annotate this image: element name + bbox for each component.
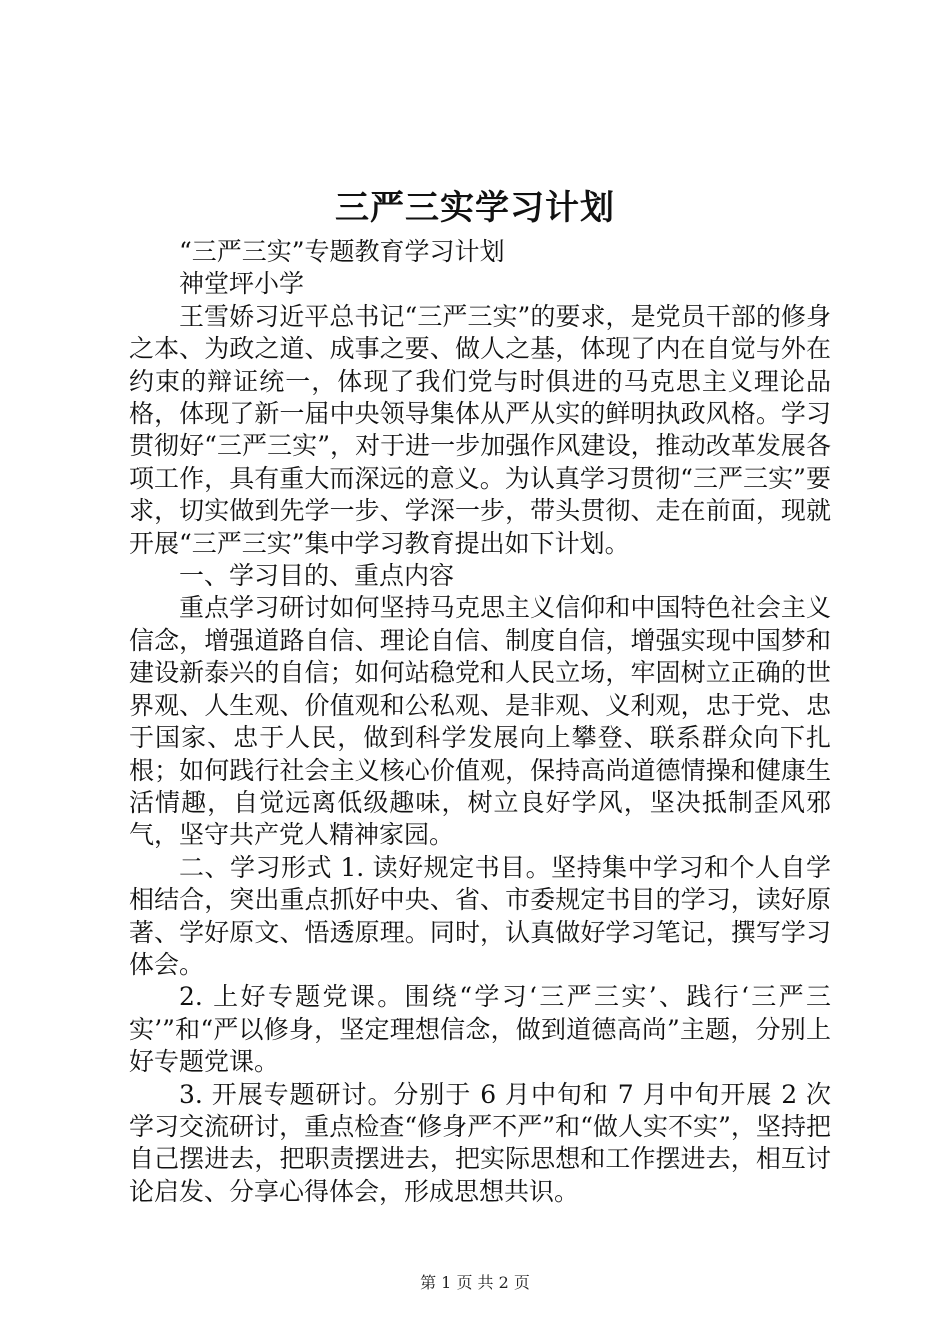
intro-paragraph: 王雪娇习近平总书记“三严三实”的要求，是党员干部的修身之本、为政之道、成事之要、做人之基，体现了内在自觉与外在约束的辩证统一，体现了我们党与时俱进的马克思主义理论品格，体现了新一届中央领导集体从严从实的鲜明执政风格。学习贯彻好“三严三实”，对于进一步加强作风建设，推动改革发展各项工作，具有重大而深远的意义。为认真学习贯彻“三严三实”要求，切实做到先学一步、学深一步，带头贯彻、走在前面，现就开展“三严三实”集中学习教育提出如下计划。 [129,301,831,558]
section-heading-2-paragraph: 二、学习形式 1. 读好规定书目。坚持集中学习和个人自学相结合，突出重点抓好中央、省、市委规定书目的学习，读好原著、学好原文、悟透原理。同时，认真做好学习笔记，撰写学习体会。 [129,852,831,979]
section-heading-1: 一、学习目的、重点内容 [179,561,455,591]
party-lecture-paragraph: 2. 上好专题党课。围绕“学习‘三严三实’、践行‘三严三实’”和“严以修身，坚定理想信念，做到道德高尚”主题，分别上好专题党课。 [129,982,831,1077]
page-number-footer: 第 1 页 共 2 页 [420,1273,530,1292]
seminar-paragraph: 3. 开展专题研讨。分别于 6 月中旬和 7 月中旬开展 2 次学习交流研讨，重点检查“修身严不严”和“做人实不实”，坚持把自己摆进去，把职责摆进去，把实际思想和工作摆进去，相互讨论启发、分享心得体会，形成思想共识。 [129,1079,831,1206]
document-body [129,236,831,1208]
school-name-paragraph: 神堂坪小学 [179,269,305,299]
subtitle-paragraph: “三严三实”专题教育学习计划 [179,237,505,266]
key-content-paragraph: 重点学习研讨如何坚持马克思主义信仰和中国特色社会主义信念，增强道路自信、理论自信、制度自信，增强实现中国梦和建设新泰兴的自信；如何站稳党和人民立场，牢固树立正确的世界观、人生观、价值观和公私观、是非观、义利观，忠于党、忠于国家、忠于人民，做到科学发展向上攀登、联系群众向下扎根；如何践行社会主义核心价值观，保持高尚道德情操和健康生活情趣，自觉远离低级趣味，树立良好学风，坚决抵制歪风邪气，坚守共产党人精神家园。 [129,593,831,850]
document-title: 三严三实学习计划 [335,188,615,228]
